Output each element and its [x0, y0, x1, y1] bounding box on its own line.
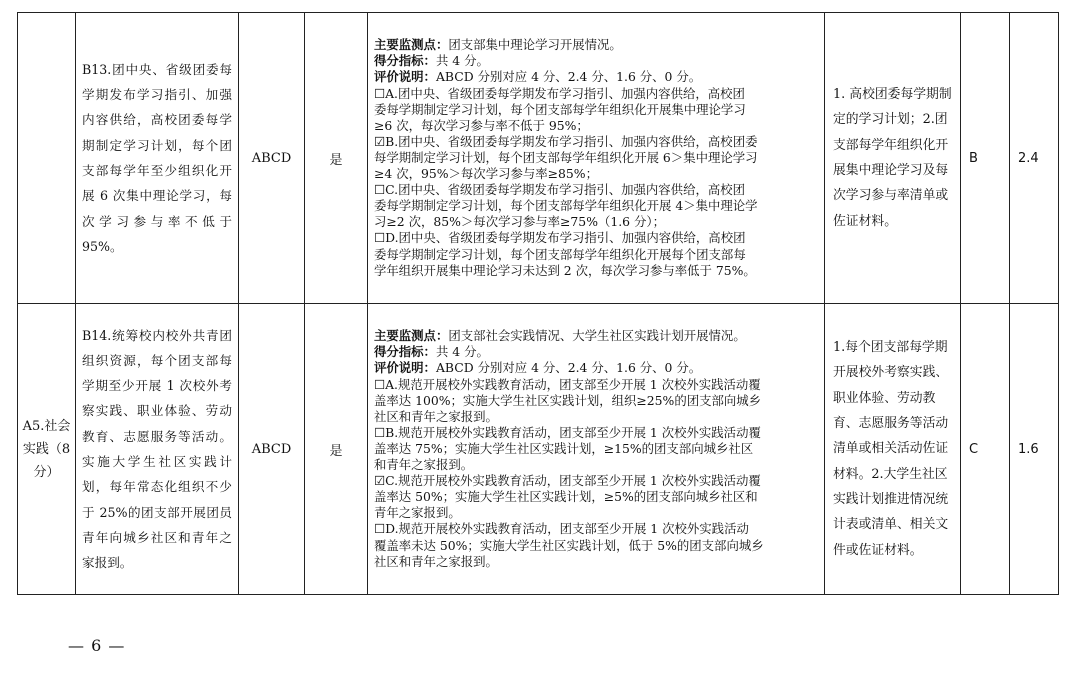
evaluation-line-text: ☐B.规范开展校外实践教育活动，团支部至少开展 1 次校外实践活动覆: [374, 424, 761, 440]
table-row: [18, 13, 1059, 304]
evaluation-line: [374, 538, 820, 554]
evaluation-line-heading: 得分指标：: [374, 344, 436, 360]
evaluation-line: [374, 377, 820, 393]
evaluation-line-text: 覆盖率未达 50%；实施大学生社区实践计划，低于 5%的团支部向城乡: [374, 537, 764, 553]
evaluation-line: [374, 489, 820, 505]
evaluation-line: [374, 441, 820, 457]
evaluation-line-text: ☑B.团中央、省级团委每学期发布学习指引、加强内容供给，高校团委: [374, 133, 758, 149]
score-cell: 2.4: [1010, 13, 1059, 304]
evidence-cell: 1.每个团支部每学期开展校外考察实践、职业体验、劳动教育、志愿服务等活动清单或相关活动佐证材料。2.大学生社区实践计划推进情况统计表或清单、相关文件或佐证材料。: [825, 304, 961, 595]
evaluation-line: [374, 102, 820, 118]
page-number: — 6 —: [68, 636, 126, 655]
evaluation-line-text: ≥4 次，95%＞每次学习参与率≥85%；: [374, 166, 598, 182]
evaluation-line-text: ☐D.团中央、省级团委每学期发布学习指引、加强内容供给，高校团: [374, 230, 746, 246]
evaluation-line: [374, 182, 820, 198]
evaluation-line-heading: 得分指标：: [374, 53, 436, 69]
grade-cell: C: [961, 304, 1010, 595]
evaluation-line-text: 社区和青年之家报到。: [374, 553, 498, 569]
evaluation-line-text: 习≥2 次，85%＞每次学习参与率≥75%（1.6 分）；: [374, 214, 665, 230]
evaluation-line-text: ☐C.团中央、省级团委每学期发布学习指引、加强内容供给，高校团: [374, 182, 746, 198]
evaluation-line-text: ≥6 次，每次学习参与率不低于 95%；: [374, 117, 589, 133]
evaluation-cell: [368, 13, 825, 304]
evaluation-line: [374, 360, 820, 376]
indicator-cell: B13.团中央、省级团委每学期发布学习指引、加强内容供给，高校团委每学期制定学习计划，每个团支部每学年至少组织化开展 6 次集中理论学习，每次学习参与率不低于 95%。: [76, 13, 239, 304]
evaluation-line-heading: 评价说明：: [374, 360, 436, 376]
evaluation-line: [374, 166, 820, 182]
evaluation-line-text: ☐A.规范开展校外实践教育活动，团支部至少开展 1 次校外实践活动覆: [374, 376, 761, 392]
evaluation-line: [374, 53, 820, 69]
evaluation-line-text: 委每学期制定学习计划，每个团支部每学年组织化开展 4＞集中理论学: [374, 198, 758, 214]
evaluation-line-text: 每学期制定学习计划，每个团支部每学年组织化开展 6＞集中理论学习: [374, 149, 758, 165]
evaluation-line-text: ☐A.团中央、省级团委每学期发布学习指引、加强内容供给，高校团: [374, 85, 745, 101]
evaluation-line: [374, 393, 820, 409]
evaluation-line-text: ABCD 分别对应 4 分、2.4 分、1.6 分、0 分。: [435, 360, 702, 376]
evaluation-line-text: 青年之家报到。: [374, 505, 461, 521]
category-cell: A5.社会实践（8 分）: [18, 304, 76, 595]
evaluation-line-text: ☑C.规范开展校外实践教育活动，团支部至少开展 1 次校外实践活动覆: [374, 473, 761, 489]
evaluation-lines: [374, 328, 820, 569]
evaluation-line: [374, 214, 820, 230]
evaluation-line-text: 委每学期制定学习计划，每个团支部每学年组织化开展集中理论学习: [374, 101, 746, 117]
grade-cell: B: [961, 13, 1010, 304]
evaluation-line: [374, 86, 820, 102]
evaluation-line-text: 委每学期制定学习计划，每个团支部每学年组织化开展每个团支部每: [374, 246, 746, 262]
evaluation-line: [374, 344, 820, 360]
evaluation-line-heading: 评价说明：: [374, 69, 436, 85]
evaluation-line: [374, 473, 820, 489]
evaluation-line-text: 共 4 分。: [435, 53, 489, 69]
evaluation-line: [374, 37, 820, 53]
evaluation-line-text: 和青年之家报到。: [374, 457, 474, 473]
evaluation-line-text: 共 4 分。: [435, 344, 489, 360]
required-cell: 是: [305, 13, 368, 304]
score-cell: 1.6: [1010, 304, 1059, 595]
grades-cell: ABCD: [239, 13, 305, 304]
evaluation-line: [374, 134, 820, 150]
evaluation-line: [374, 118, 820, 134]
evaluation-line-heading: 主要监测点：: [374, 328, 449, 344]
table-row: [18, 304, 1059, 595]
indicator-cell: B14.统筹校内校外共青团组织资源，每个团支部每学期至少开展 1 次校外考察实践、职业体验、劳动教育、志愿服务等活动。实施大学生社区实践计划，每年常态化组织不少于 25%的团支部开展团员青年向城乡社区和青年之家报到。: [76, 304, 239, 595]
evaluation-line-text: 社区和青年之家报到。: [374, 408, 498, 424]
evaluation-line-text: 团支部社会实践情况、大学生社区实践计划开展情况。: [448, 328, 746, 344]
category-cell: [18, 13, 76, 304]
evaluation-table: [17, 12, 1059, 595]
grades-cell: ABCD: [239, 304, 305, 595]
evaluation-line: [374, 69, 820, 85]
evaluation-line: [374, 554, 820, 570]
evaluation-line: [374, 198, 820, 214]
required-cell: 是: [305, 304, 368, 595]
evaluation-line-text: 盖率达 50%；实施大学生社区实践计划，≥5%的团支部向城乡社区和: [374, 489, 758, 505]
evaluation-line-text: ABCD 分别对应 4 分、2.4 分、1.6 分、0 分。: [435, 69, 702, 85]
evaluation-line: [374, 247, 820, 263]
evaluation-line-text: 团支部集中理论学习开展情况。: [448, 37, 622, 53]
evaluation-line-text: 盖率达 100%；实施大学生社区实践计划，组织≥25%的团支部向城乡: [374, 392, 762, 408]
evaluation-line-heading: 主要监测点：: [374, 37, 449, 53]
evaluation-line: [374, 263, 820, 279]
evaluation-cell: [368, 304, 825, 595]
evaluation-line: [374, 425, 820, 441]
evaluation-line: [374, 521, 820, 537]
evaluation-line-text: 盖率达 75%；实施大学生社区实践计划，≥15%的团支部向城乡社区: [374, 440, 754, 456]
evaluation-lines: [374, 37, 820, 278]
evaluation-line: [374, 457, 820, 473]
evaluation-line-text: 学年组织开展集中理论学习未达到 2 次，每次学习参与率低于 75%。: [374, 262, 756, 278]
evaluation-line: [374, 409, 820, 425]
evaluation-line: [374, 505, 820, 521]
evaluation-line: [374, 230, 820, 246]
evaluation-line: [374, 150, 820, 166]
evaluation-line-text: ☐D.规范开展校外实践教育活动，团支部至少开展 1 次校外实践活动: [374, 521, 749, 537]
evidence-cell: 1. 高校团委每学期制定的学习计划；2.团支部每学年组织化开展集中理论学习及每次学习参与率清单或佐证材料。: [825, 13, 961, 304]
evaluation-line: [374, 328, 820, 344]
